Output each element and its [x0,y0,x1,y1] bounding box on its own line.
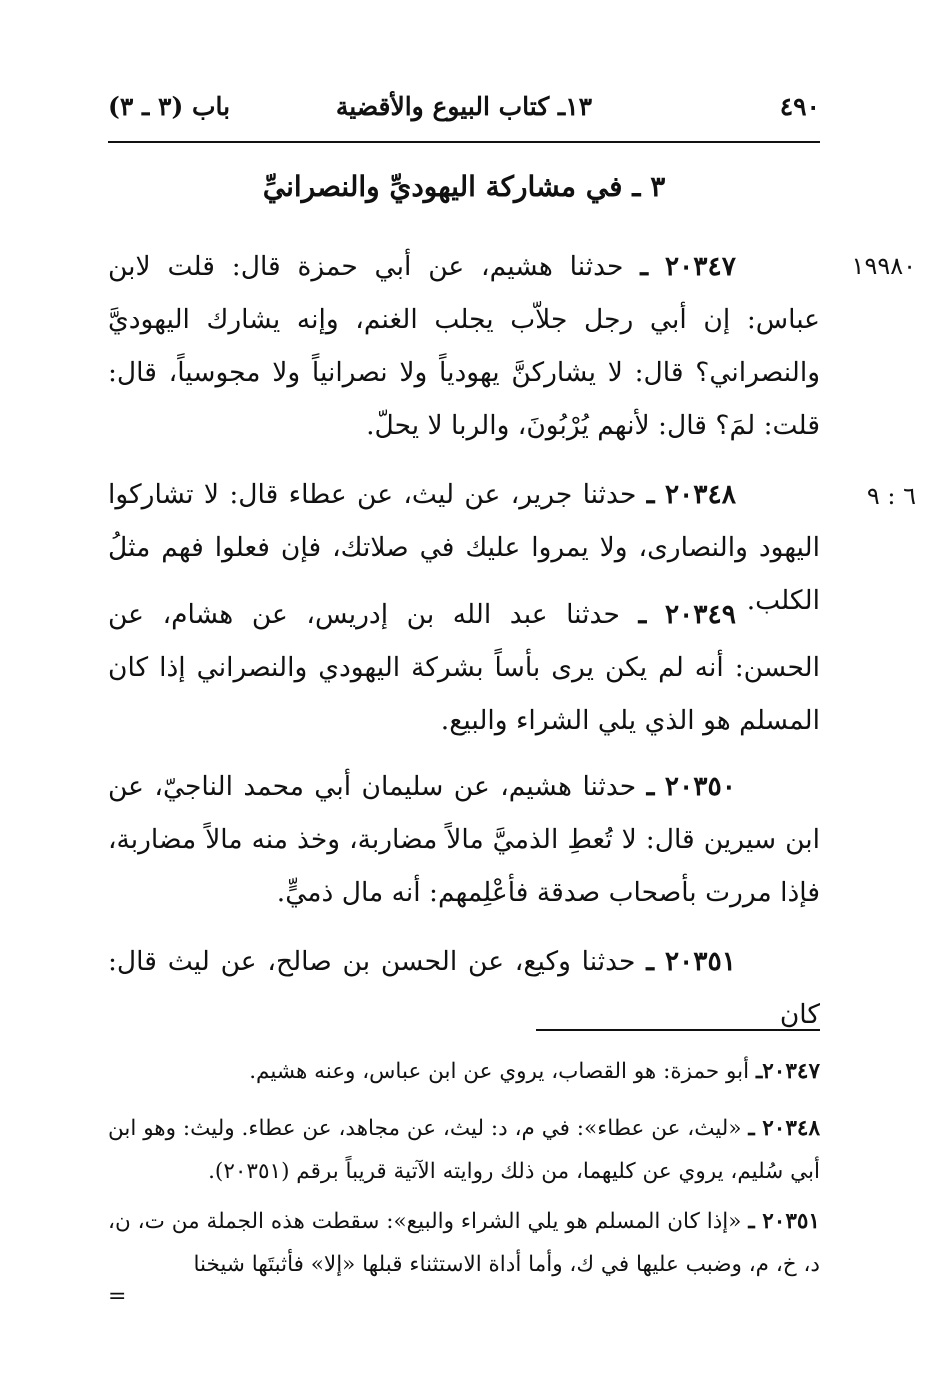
footnote-number: ٢٠٣٤٧ـ [755,1059,820,1084]
hadith-entry: ٢٠٣٥٠ ـ حدثنا هشيم، عن سليمان أبي محمد الناجيّ، عن ابن سيرين قال: لا تُعطِ الذميَّ مالاً مضاربة، وخذ منه مالاً مضاربة، فإذا مررت بأصحاب صدقة فأعْلِمهم: أنه مال ذميٍّ. [108,771,820,908]
hadith-entry: ٢٠٣٤٩ ـ حدثنا عبد الله بن إدريس، عن هشام، عن الحسن: أنه لم يكن يرى بأساً بشركة اليهودي والنصراني إذا كان المسلم هو الذي يلي الشراء والبيع. [108,599,820,736]
footnote-text: أبو حمزة: هو القصاب، يروي عن ابن عباس، وعنه هشيم. [249,1059,750,1084]
hadith-text: حدثنا عبد الله بن إدريس، عن هشام، عن الحسن: أنه لم يكن يرى بأساً بشركة اليهودي والنصراني إذا كان المسلم هو الذي يلي الشراء والبيع. [108,599,820,736]
footnote [108,1050,820,1093]
hadith-text: حدثنا هشيم، عن سليمان أبي محمد الناجيّ، عن ابن سيرين قال: لا تُعطِ الذميَّ مالاً مضاربة، وخذ منه مالاً مضاربة، فإذا مررت بأصحاب صدقة فأعْلِمهم: أنه مال ذميٍّ. [108,771,820,908]
hadith-entry: ٢٠٣٤٨ ـ حدثنا جرير، عن ليث، عن عطاء قال: لا تشاركوا اليهود والنصارى، ولا يمروا عليك في صلاتك، فإن فعلوا فهم مثلُ الكلب. [108,479,820,616]
hadith-entry: ٢٠٣٤٧ ـ حدثنا هشيم، عن أبي حمزة قال: قلت لابن عباس: إن أبي رجل جلاّب يجلب الغنم، وإنه يشارك اليهوديَّ والنصراني؟ قال: لا يشاركنَّ يهودياً ولا نصرانياً ولا مجوسياً، قال: قلت: لمَ؟ قال: لأنهم يُرْبُونَ، والربا لا يحلّ. [108,251,820,441]
hadith-number: ٢٠٣٤٩ [664,599,736,630]
section-title: ٣ ـ في مشاركة اليهوديِّ والنصرانيِّ [262,170,666,203]
footnote-number: ٢٠٣٥١ ـ [748,1209,820,1234]
continuation-mark: = [108,1284,127,1309]
running-header [108,92,820,132]
footnote-number: ٢٠٣٤٨ ـ [748,1116,820,1141]
hadith-text: حدثنا هشيم، عن أبي حمزة قال: قلت لابن عباس: إن أبي رجل جلاّب يجلب الغنم، وإنه يشارك اليهوديَّ والنصراني؟ قال: لا يشاركنَّ يهودياً ولا نصرانياً ولا مجوسياً، قال: قلت: لمَ؟ قال: لأنهم يُرْبُونَ، والربا لا يحلّ. [108,251,820,441]
footnote [108,1200,820,1286]
margin-reference: ١٩٩٨٠ [851,252,916,280]
footnote-text: «إذا كان المسلم هو يلي الشراء والبيع»: سقطت هذه الجملة من ت، ن، د، خ، م، وضبب عليها في ك، وأما أداة الاستثناء قبلها «إلا» فأثبتَها شيخنا [108,1209,820,1277]
hadith-entry: ٢٠٣٥١ ـ حدثنا وكيع، عن الحسن بن صالح، عن ليث قال: كان [108,946,820,1030]
hadith-text: حدثنا وكيع، عن الحسن بن صالح، عن ليث قال: كان [108,946,820,1030]
footnote-text: «ليث، عن عطاء»: في م، د: ليث، عن مجاهد، عن عطاء. وليث: وهو ابن أبي سُليم، يروي عن كليهما، من ذلك روايته الآتية قريباً برقم (٢٠٣٥١). [108,1116,820,1184]
page-number: ٤٩٠ [779,92,820,121]
hadith-number: ٢٠٣٥٠ [664,771,736,802]
hadith-number: ٢٠٣٤٧ [664,251,736,282]
footnote [108,1107,820,1193]
header-divider [108,141,820,143]
book-title: ١٣ـ كتاب البيوع والأقضية [335,92,593,121]
hadith-text: حدثنا جرير، عن ليث، عن عطاء قال: لا تشاركوا اليهود والنصارى، ولا يمروا عليك في صلاتك، فإن فعلوا فهم مثلُ الكلب. [108,479,820,616]
hadith-number: ٢٠٣٥١ [664,946,736,977]
hadith-number: ٢٠٣٤٨ [664,479,736,510]
margin-reference: ٦ : ٩ [866,482,916,510]
chapter-reference: باب (٣ ـ ٣) [108,92,231,121]
footnote-divider [536,1029,820,1031]
